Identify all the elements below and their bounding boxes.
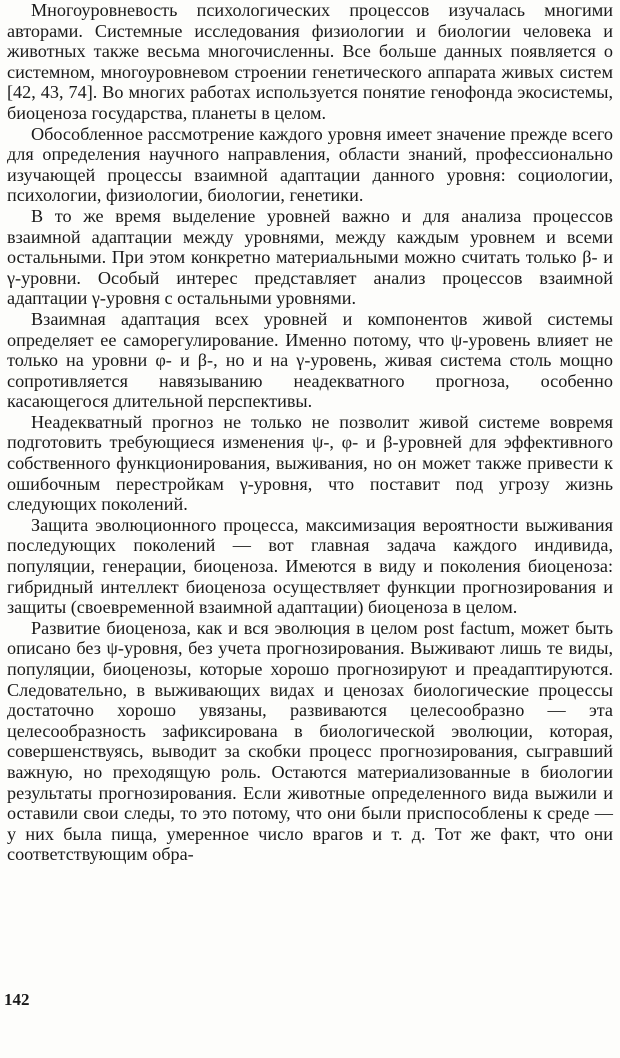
paragraph-6: Защита эволюционного процесса, максимизация вероятности выживания последующих поколений — вот главная задача каждого индивида, популяции, генерации, биоценоза. Имеются в виду и поколения биоценоза: гибридный интеллект биоценоза осуществляет функции прогнозирования и защиты (своевременной взаимной адаптации) биоценоза в целом. [7,514,613,618]
paragraph-4: Взаимная адаптация всех уровней и компонентов живой системы определяет ее саморегулирование. Именно потому, что ψ-уровень влияет не только на уровни φ- и β-, но и на γ-уровень, живая система столь мощно сопротивляется навязыванию неадекватного прогноза, особенно касающегося длительной перспективы. [7,308,613,412]
paragraph-5: Неадекватный прогноз не только не позволит живой системе вовремя подготовить требующиеся изменения ψ-, φ- и β-уровней для эффективного собственного функционирования, выживания, но он может также привести к ошибочным перестройкам γ-уровня, что поставит под угрозу жизнь следующих поколений. [7,411,613,515]
paragraph-2: Обособленное рассмотрение каждого уровня имеет значение прежде всего для определения научного направления, области знаний, профессионально изучающей процессы взаимной адаптации данного уровня: социологии, психологии, физиологии, биологии, генетики. [7,123,613,206]
body-text [7,0,613,865]
paragraph-3: В то же время выделение уровней важно и для анализа процессов взаимной адаптации между уровнями, между каждым уровнем и всеми остальными. При этом конкретно материальными можно считать только β- и γ-уровни. Особый интерес представляет анализ процессов взаимной адаптации γ-уровня с остальными уровнями. [7,205,613,309]
paragraph-1: Многоуровневость психологических процессов изучалась многими авторами. Системные исследования физиологии и биологии человека и животных также весьма многочисленны. Все больше данных появляется о системном, многоуровневом строении генетического аппарата живых систем [42, 43, 74]. Во многих работах используется понятие генофонда экосистемы, биоценоза государства, планеты в целом. [7,0,613,123]
page-number: 142 [4,990,30,1009]
paragraph-7: Развитие биоценоза, как и вся эволюция в целом post factum, может быть описано без ψ-уровня, без учета прогнозирования. Выживают лишь те виды, популяции, биоценозы, которые хорошо прогнозируют и преадаптируются. Следовательно, в выживающих видах и ценозах биологические процессы достаточно хорошо увязаны, развиваются целесообразно — эта целесообразность зафиксирована в биологической эволюции, которая, совершенствуясь, выводит за скобки процесс прогнозирования, сыгравший важную, но преходящую роль. Остаются материализованные в биологии результаты прогнозирования. Если животные определенного вида выжили и оставили свои следы, то это потому, что они были приспособлены к среде — у них была пища, умеренное число врагов и т. д. Тот же факт, что они соответствующим обра- [7,617,613,865]
